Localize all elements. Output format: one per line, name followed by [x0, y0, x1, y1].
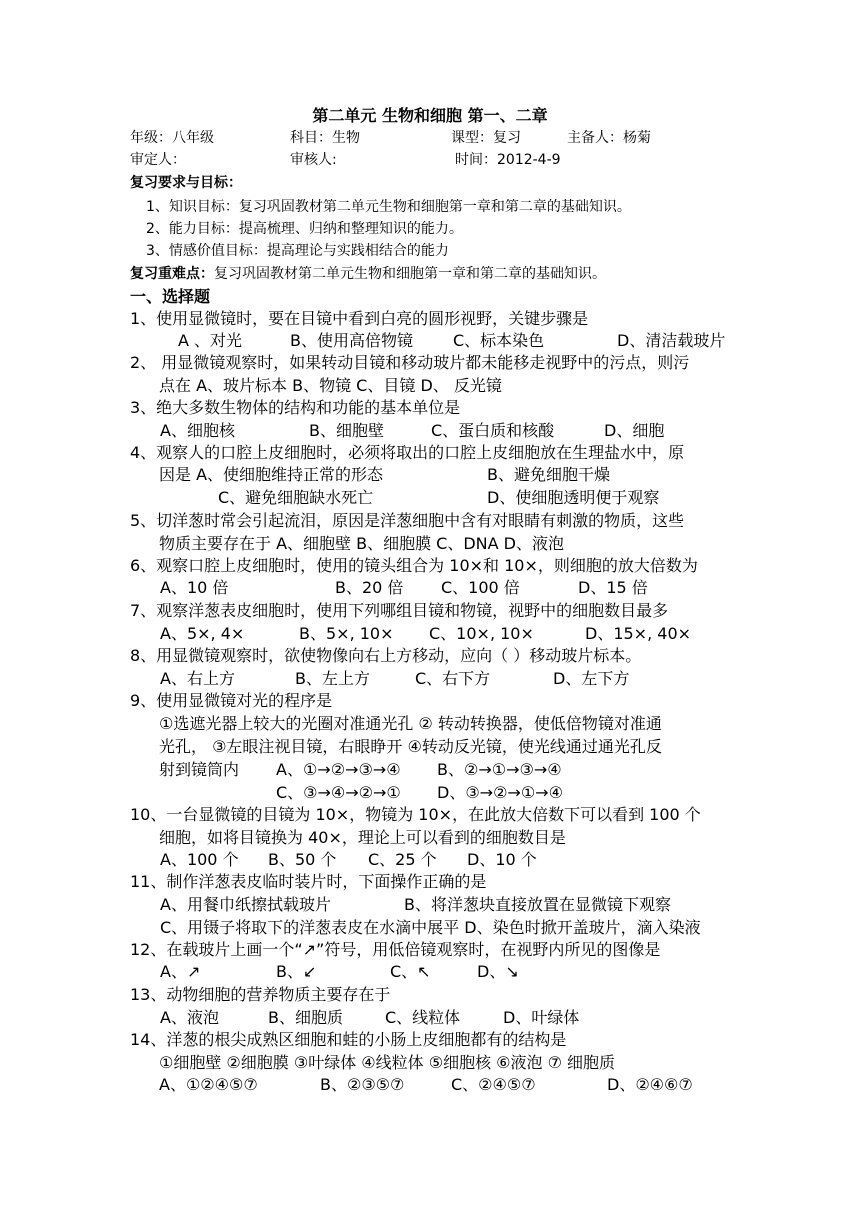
document-title: 第二单元 生物和细胞 第一、二章 [312, 106, 548, 125]
q9-steps-line-3: 射到镜筒内 [159, 760, 240, 779]
q11-option-a: A、用餐巾纸擦拭载玻片 [160, 895, 331, 914]
q14-option-b: B、②③⑤⑦ [320, 1075, 405, 1094]
q4-option-a: 因是 A、使细胞维持正常的形态 [159, 465, 384, 484]
q13-option-d: D、叶绿体 [503, 1008, 580, 1027]
question-14: 14、洋葱的根尖成熟区细胞和蛙的小肠上皮细胞都有的结构是 [130, 1030, 567, 1049]
q11-option-b: B、将洋葱块直接放置在显微镜下观察 [404, 895, 671, 914]
q10-option-d: D、10 个 [467, 850, 537, 869]
q6-option-b: B、20 倍 [335, 578, 404, 597]
question-8: 8、用显微镜观察时，欲使物像向右上方移动，应向（ ）移动玻片标本。 [130, 646, 642, 665]
q1-option-b: B、使用高倍物镜 [290, 331, 413, 350]
q3-option-b: B、细胞壁 [309, 421, 384, 440]
goals-heading: 复习要求与目标： [130, 175, 242, 191]
q10-option-c: C、25 个 [368, 850, 437, 869]
approver-label: 审定人： [130, 152, 186, 168]
reviewer-label: 审核人: [290, 152, 337, 168]
q13-option-a: A、液泡 [160, 1008, 219, 1027]
q10-option-a: A、100 个 [160, 850, 239, 869]
q13-option-c: C、线粒体 [385, 1008, 461, 1027]
q1-option-a: A 、对光 [178, 331, 243, 350]
question-1: 1、使用显微镜时，要在目镜中看到白亮的圆形视野，关键步骤是 [130, 309, 589, 328]
q9-option-a: A、①→②→③→④ [276, 760, 401, 779]
grade-label: 年级：八年级 [130, 130, 214, 146]
q4-option-b: B、避免细胞干燥 [487, 465, 610, 484]
q11-option-cd: C、用镊子将取下的洋葱表皮在水滴中展平 D、染色时掀开盖玻片，滴入染液 [160, 918, 701, 937]
q9-option-c: C、③→④→②→① [276, 783, 401, 802]
question-9: 9、使用显微镜对光的程序是 [130, 691, 333, 710]
subject-label: 科目：生物 [290, 130, 360, 146]
question-2-options: 点在 A、玻片标本 B、物镜 C、目镜 D、 反光镜 [159, 376, 502, 395]
q6-option-a: A、10 倍 [160, 578, 229, 597]
q4-option-d: D、使细胞透明便于观察 [487, 488, 660, 507]
q7-option-d: D、15×, 40× [585, 624, 692, 643]
q12-option-c: C、↖ [390, 962, 431, 981]
q10-option-b: B、50 个 [268, 850, 337, 869]
question-6: 6、观察口腔上皮细胞时，使用的镜头组合为 10×和 10×，则细胞的放大倍数为 [130, 556, 698, 575]
q9-steps-line-1: ①选遮光器上较大的光圈对准通光孔 ② 转动转换器，使低倍物镜对准通 [159, 714, 662, 733]
question-5-options: 物质主要存在于 A、细胞壁 B、细胞膜 C、DNA D、液泡 [159, 534, 564, 553]
question-4: 4、观察人的口腔上皮细胞时，必须将取出的口腔上皮细胞放在生理盐水中，原 [130, 443, 685, 462]
q3-option-c: C、蛋白质和核酸 [431, 421, 555, 440]
q14-option-a: A、①②④⑤⑦ [159, 1075, 258, 1094]
q8-option-d: D、左下方 [553, 669, 630, 688]
q3-option-d: D、细胞 [604, 421, 665, 440]
q9-option-b: B、②→①→③→④ [437, 760, 562, 779]
goal-item: 2、能力目标：提高梳理、归纳和整理知识的能力。 [146, 221, 463, 237]
key-points-text: 复习巩固教材第二单元生物和细胞第一章和第二章的基础知识。 [214, 266, 606, 282]
q4-option-c: C、避免细胞缺水死亡 [218, 488, 374, 507]
q8-option-a: A、右上方 [160, 669, 235, 688]
q14-structures: ①细胞壁 ②细胞膜 ③叶绿体 ④线粒体 ⑤细胞核 ⑥液泡 ⑦ 细胞质 [159, 1053, 616, 1072]
question-3: 3、绝大多数生物体的结构和功能的基本单位是 [130, 398, 461, 417]
goal-item: 1、知识目标：复习巩固教材第二单元生物和细胞第一章和第二章的基础知识。 [146, 199, 631, 215]
date-label: 时间：2012-4-9 [455, 152, 561, 168]
q12-option-b: B、↙ [276, 962, 317, 981]
question-7: 7、观察洋葱表皮细胞时，使用下列哪组目镜和物镜，视野中的细胞数目最多 [130, 601, 669, 620]
q6-option-d: D、15 倍 [578, 578, 648, 597]
q8-option-c: C、右下方 [415, 669, 491, 688]
q9-steps-line-2: 光孔， ③左眼注视目镜，右眼睁开 ④转动反光镜，使光线通过通光孔反 [159, 737, 662, 756]
q7-option-a: A、5×, 4× [160, 624, 245, 643]
q9-option-d: D、③→②→①→④ [437, 783, 563, 802]
q3-option-a: A、细胞核 [160, 421, 235, 440]
section-heading: 一、选择题 [130, 287, 211, 306]
preparer-label: 主备人：杨菊 [567, 130, 651, 146]
q7-option-b: B、5×, 10× [299, 624, 394, 643]
goal-item: 3、情感价值目标：提高理论与实践相结合的能力 [146, 243, 449, 259]
q8-option-b: B、左上方 [295, 669, 370, 688]
question-11: 11、制作洋葱表皮临时装片时，下面操作正确的是 [130, 872, 487, 891]
q1-option-d: D、清洁载玻片 [617, 331, 726, 350]
q12-option-a: A、↗ [160, 962, 201, 981]
q1-option-c: C、标本染色 [453, 331, 545, 350]
q6-option-c: C、100 倍 [441, 578, 520, 597]
question-5: 5、切洋葱时常会引起流泪，原因是洋葱细胞中含有对眼睛有刺激的物质，这些 [130, 511, 685, 530]
question-13: 13、动物细胞的营养物质主要存在于 [130, 985, 391, 1004]
lesson-type-label: 课型：复习 [451, 130, 521, 146]
key-points [130, 267, 606, 281]
q12-option-d: D、↘ [477, 962, 519, 981]
q7-option-c: C、10×, 10× [429, 624, 534, 643]
q14-option-c: C、②④⑤⑦ [451, 1075, 536, 1094]
question-12: 12、在载玻片上画一个“↗”符号，用低倍镜观察时，在视野内所见的图像是 [130, 940, 661, 959]
key-points-label: 复习重难点： [130, 266, 214, 282]
question-10: 10、一台显微镜的目镜为 10×，物镜为 10×，在此放大倍数下可以看到 100 个 [130, 805, 701, 824]
q13-option-b: B、细胞质 [268, 1008, 343, 1027]
question-2: 2、 用显微镜观察时，如果转动目镜和移动玻片都未能移走视野中的污点，则污 [130, 353, 690, 372]
question-10-cont: 细胞，如将目镜换为 40×，理论上可以看到的细胞数目是 [159, 828, 566, 847]
q14-option-d: D、②④⑥⑦ [607, 1075, 693, 1094]
